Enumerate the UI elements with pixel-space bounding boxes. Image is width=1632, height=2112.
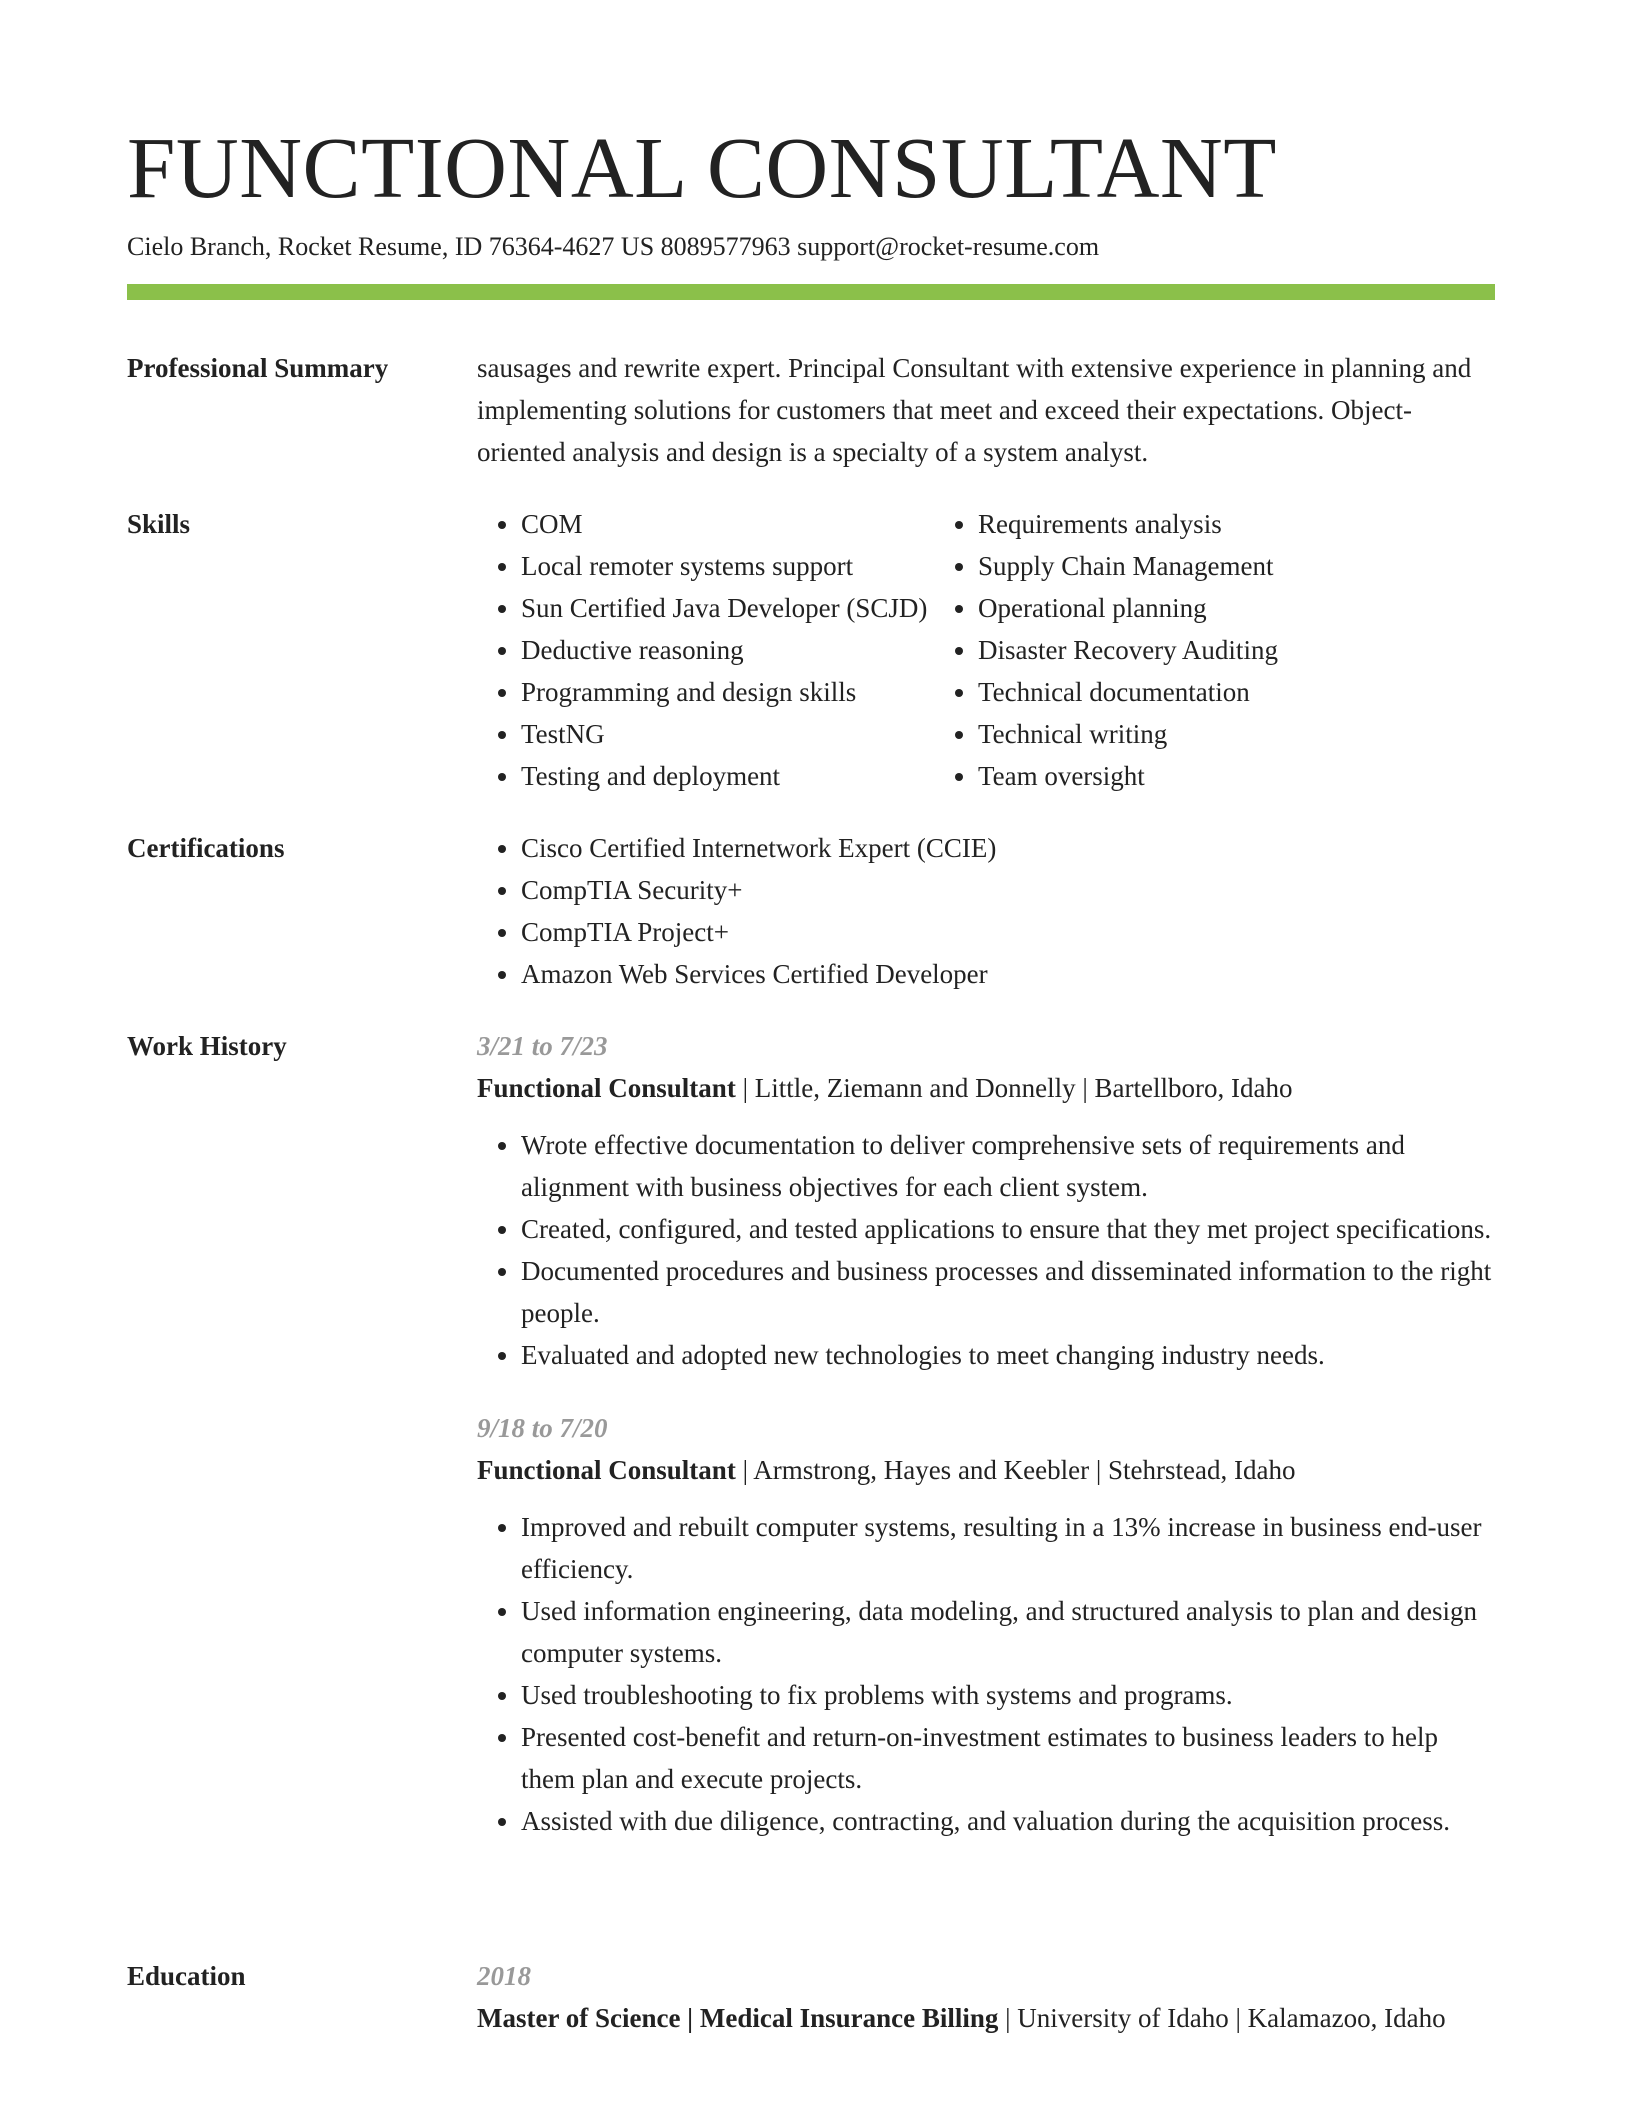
skill-item: • Supply Chain Management: [978, 545, 1495, 587]
responsibility-item: • Assisted with due diligence, contracting, and valuation during the acquisition process.: [521, 1800, 1495, 1842]
job-position: Functional Consultant: [477, 1073, 736, 1103]
education-school-location: | University of Idaho | Kalamazoo, Idaho: [998, 2003, 1446, 2033]
header-divider: [127, 284, 1495, 300]
section-title-summary: Professional Summary: [127, 353, 389, 383]
section-title-skills: Skills: [127, 509, 191, 539]
certification-item: • Cisco Certified Internetwork Expert (CCIE): [521, 827, 1495, 869]
responsibility-item: • Created, configured, and tested applications to ensure that they met project specifications.: [521, 1208, 1495, 1250]
job-responsibilities: [477, 1124, 1495, 1376]
skills-list: [477, 503, 1495, 797]
responsibility-item: • Documented procedures and business processes and disseminated information to the right people.: [521, 1250, 1495, 1334]
job-employer-location: | Little, Ziemann and Donnelly | Bartellboro, Idaho: [735, 1073, 1293, 1103]
job-responsibilities: [477, 1506, 1495, 1842]
responsibility-item: • Evaluated and adopted new technologies to meet changing industry needs.: [521, 1334, 1495, 1376]
skill-item: • Operational planning: [978, 587, 1495, 629]
skill-item: • Sun Certified Java Developer (SCJD): [521, 587, 934, 629]
section-title-education: Education: [127, 1961, 246, 1991]
skills-column-1: [477, 503, 934, 797]
skill-item: • Requirements analysis: [978, 503, 1495, 545]
work-history-body: [477, 1025, 1495, 1842]
section-title-work-history: Work History: [127, 1031, 287, 1061]
education-degree: Master of Science | Medical Insurance Billing: [477, 2003, 999, 2033]
responsibility-item: • Wrote effective documentation to deliver comprehensive sets of requirements and alignment with business objectives for each client system.: [521, 1124, 1495, 1208]
certification-item: • CompTIA Project+: [521, 911, 1495, 953]
skill-item: • Programming and design skills: [521, 671, 934, 713]
contact-info: Cielo Branch, Rocket Resume, ID 76364-4627 US 8089577963 support@rocket-resume.com: [127, 232, 1100, 261]
skill-item: • COM: [521, 503, 934, 545]
skills-column-2: [934, 503, 1495, 797]
job-entry: [477, 1407, 1495, 1842]
responsibility-item: • Used troubleshooting to fix problems with systems and programs.: [521, 1674, 1495, 1716]
job-dates: 9/18 to 7/20: [477, 1413, 608, 1443]
certification-item: • CompTIA Security+: [521, 869, 1495, 911]
section-title-certifications: Certifications: [127, 833, 285, 863]
skill-item: • Testing and deployment: [521, 755, 934, 797]
responsibility-item: • Improved and rebuilt computer systems, resulting in a 13% increase in business end-user efficiency.: [521, 1506, 1495, 1590]
skill-item: • Team oversight: [978, 755, 1495, 797]
job-entry: [477, 1025, 1495, 1376]
certifications-list: [477, 827, 1495, 995]
skill-item: • Technical writing: [978, 713, 1495, 755]
skill-item: • Local remoter systems support: [521, 545, 934, 587]
responsibility-item: • Used information engineering, data modeling, and structured analysis to plan and design computer systems.: [521, 1590, 1495, 1674]
education-line: [477, 1997, 1495, 2039]
education-body: [477, 1955, 1495, 2039]
summary-body: [477, 347, 1495, 473]
certifications-body: [477, 827, 1495, 995]
skill-item: • TestNG: [521, 713, 934, 755]
job-position: Functional Consultant: [477, 1455, 736, 1485]
skill-item: • Technical documentation: [978, 671, 1495, 713]
summary-text: sausages and rewrite expert. Principal Consultant with extensive experience in planning and implementing solutions for customers that meet and exceed their expectations. Object-oriented analysis and design is a specialty of a system analyst.: [477, 353, 1472, 467]
skill-item: • Disaster Recovery Auditing: [978, 629, 1495, 671]
skill-item: • Deductive reasoning: [521, 629, 934, 671]
job-title-line: [477, 1449, 1495, 1491]
education-year: 2018: [477, 1961, 531, 1991]
job-employer-location: | Armstrong, Hayes and Keebler | Stehrstead, Idaho: [735, 1455, 1296, 1485]
certification-item: • Amazon Web Services Certified Developer: [521, 953, 1495, 995]
responsibility-item: • Presented cost-benefit and return-on-investment estimates to business leaders to help them plan and execute projects.: [521, 1716, 1495, 1800]
job-title-line: [477, 1067, 1495, 1109]
resume-name: FUNCTIONAL CONSULTANT: [127, 119, 1277, 216]
job-dates: 3/21 to 7/23: [477, 1031, 608, 1061]
